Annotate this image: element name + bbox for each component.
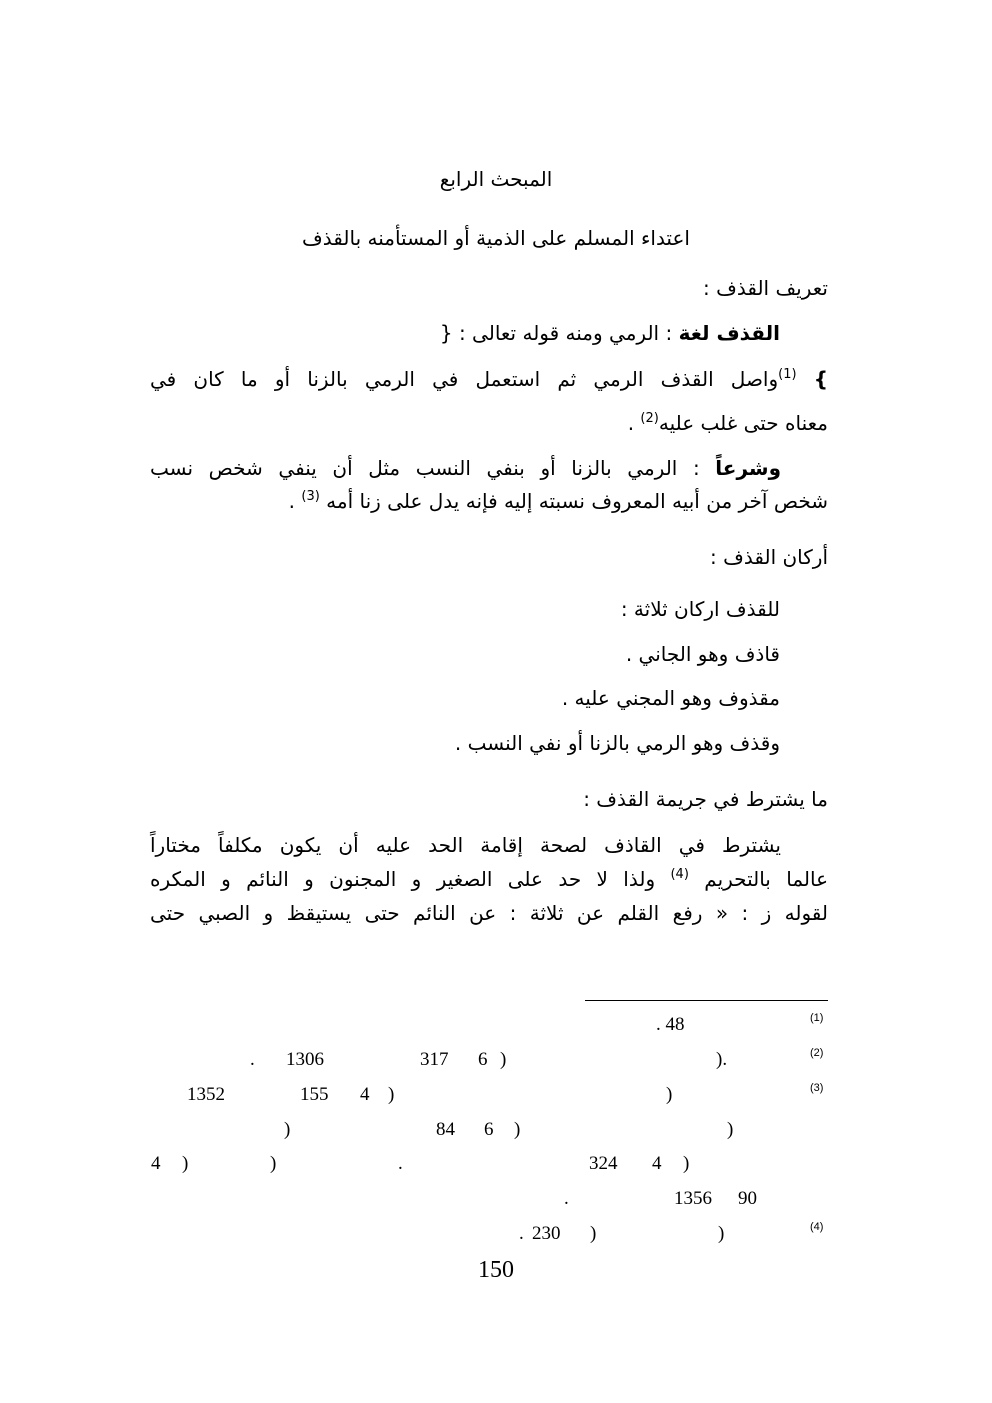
footnote-text: 1356	[674, 1188, 712, 1209]
legal-term: وشرعاً	[715, 456, 781, 480]
conditions-text-2a: عالما بالتحريم	[688, 867, 828, 891]
footnote-marker: (2)	[810, 1047, 824, 1059]
pillars-intro: للقذف اركان ثلاثة :	[620, 597, 780, 621]
footnote-text: .	[564, 1188, 569, 1209]
footnote-text: )	[270, 1153, 277, 1174]
footnote-text: 4	[360, 1084, 370, 1105]
linguistic-definition-line-3	[628, 410, 828, 436]
footnote-text: 230	[532, 1223, 561, 1244]
conditions-line-1	[150, 832, 828, 858]
footnote-text: 6	[484, 1119, 494, 1140]
footnote-ref-3: (3)	[301, 489, 320, 504]
footnote-text: )	[284, 1119, 291, 1140]
footnote-marker: (1)	[810, 1012, 824, 1024]
footnote-text: 324	[589, 1153, 618, 1174]
section-heading: المبحث الرابع	[439, 167, 553, 191]
footnote-text: .	[250, 1049, 255, 1070]
section-subheading: اعتداء المسلم على الذمية أو المستأمنه بالقذف	[302, 226, 690, 250]
linguistic-definition-line-2	[150, 366, 828, 392]
pillars-title: أركان القذف :	[710, 545, 828, 569]
footnote-marker: (3)	[810, 1082, 824, 1094]
footnote-text: )	[683, 1153, 690, 1174]
page-number: 150	[478, 1257, 514, 1283]
legal-text-1: : الرمي بالزنا أو بنفي النسب مثل أن ينفي شخص نسب	[150, 456, 716, 480]
footnote-text: )	[182, 1153, 189, 1174]
linguistic-text: : الرمي ومنه قوله تعالى : {	[439, 321, 679, 345]
footnote-text: 1352	[187, 1084, 225, 1105]
linguistic-definition	[440, 320, 780, 346]
pillar-item: وقذف وهو الرمي بالزنا أو نفي النسب .	[454, 731, 780, 755]
footnote-ref-2: (2)	[640, 411, 659, 426]
footnote-text: )	[727, 1119, 734, 1140]
pillar-item: مقذوف وهو المجني عليه .	[561, 686, 780, 710]
footnote-separator	[585, 1000, 828, 1001]
footnote-text: )	[388, 1084, 395, 1105]
legal-text-2: شخص آخر من أبيه المعروف نسبته إليه فإنه يدل على زنا أمه	[319, 489, 828, 513]
quote-close: }	[813, 367, 828, 391]
conditions-line-3	[150, 900, 828, 926]
footnote-text: )	[590, 1223, 597, 1244]
conditions-line-2	[150, 866, 828, 892]
period: .	[288, 489, 302, 513]
linguistic-term: القذف لغة	[678, 321, 780, 345]
footnote-text: 1306	[286, 1049, 324, 1070]
conditions-title: ما يشترط في جريمة القذف :	[583, 787, 828, 811]
footnote-text: )	[718, 1223, 725, 1244]
definition-title: تعريف القذف :	[703, 276, 828, 300]
conditions-text-3: لقوله ز : « رفع القلم عن ثلاثة : عن النائم حتى يستيقظ و الصبي حتى	[150, 901, 828, 925]
footnote-text: 4	[151, 1153, 161, 1174]
footnote-marker: (4)	[810, 1221, 824, 1233]
footnote-ref-4: (4)	[670, 867, 689, 882]
period: .	[627, 411, 641, 435]
footnote-text: 155	[300, 1084, 329, 1105]
conditions-text-1: يشترط في القاذف لصحة إقامة الحد عليه أن يكون مكلفاً مختاراً	[150, 833, 781, 857]
footnote-text: )	[500, 1049, 507, 1070]
footnote-text: )	[666, 1084, 673, 1105]
footnote-text: .	[398, 1153, 403, 1174]
footnote-text: 84	[436, 1119, 455, 1140]
footnote-text: 4	[652, 1153, 662, 1174]
linguistic-text-2: واصل القذف الرمي ثم استعمل في الرمي بالزنا أو ما كان في	[150, 367, 779, 391]
footnote-text: 317	[420, 1049, 449, 1070]
footnote-text: . 48	[656, 1014, 685, 1035]
conditions-text-2b: ولذا لا حد على الصغير و المجنون و النائم و المكره	[150, 867, 671, 891]
footnote-text: .	[519, 1223, 524, 1244]
legal-definition-line-2	[289, 488, 828, 514]
footnote-ref-1: (1)	[778, 367, 797, 382]
legal-definition-line-1	[150, 455, 828, 481]
footnote-text: )	[514, 1119, 521, 1140]
linguistic-text-3: معناه حتى غلب عليه	[658, 411, 828, 435]
footnote-text: ).	[716, 1049, 728, 1070]
footnote-text: 90	[738, 1188, 757, 1209]
footnote-text: 6	[478, 1049, 488, 1070]
pillar-item: قاذف وهو الجاني .	[625, 642, 780, 666]
